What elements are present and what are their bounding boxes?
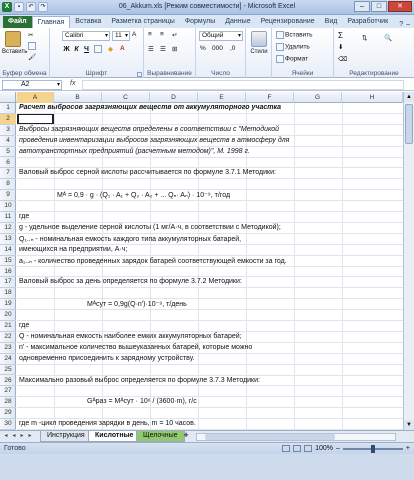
scroll-down-icon[interactable]: ▼: [404, 420, 414, 430]
vertical-scrollbar[interactable]: [403, 92, 414, 430]
column-headers: [0, 92, 403, 103]
formula-input[interactable]: [82, 80, 404, 90]
row-header-23[interactable]: 23: [0, 343, 16, 354]
zoom-controls: [282, 445, 410, 452]
cell-a11-text[interactable]: где: [19, 213, 30, 220]
hscroll-thumb[interactable]: [205, 434, 335, 440]
gridline: [342, 103, 343, 430]
scroll-thumb[interactable]: [405, 104, 413, 144]
gridline: [17, 200, 403, 201]
cell-c28-formula[interactable]: Gᴬраз = Mᴬсут · 10⁶ / (3600·m), г/с: [87, 398, 197, 406]
gridline: [17, 244, 403, 245]
cut-icon[interactable]: ✂: [28, 32, 34, 39]
cell-a14-text[interactable]: имеющихся на предприятии, А·ч;: [19, 245, 128, 253]
row-header-12[interactable]: 12: [0, 223, 16, 234]
align-left-icon[interactable]: ☰: [148, 46, 154, 53]
tab-developer[interactable]: Разработчик: [347, 18, 389, 25]
gridline: [17, 287, 403, 288]
gridline: [17, 353, 403, 354]
gridline: [17, 266, 403, 267]
number-format-select[interactable]: Общий ▾: [199, 31, 243, 41]
row-header-16[interactable]: 16: [0, 267, 16, 278]
number-group-label: Число: [211, 70, 230, 77]
gridline: [17, 233, 403, 234]
tab-page-layout[interactable]: Разметка страницы: [111, 18, 175, 25]
wrap-text-icon[interactable]: ↵: [172, 32, 178, 39]
paste-icon: [5, 31, 21, 47]
clear-icon[interactable]: ⌫: [338, 56, 348, 63]
sheet-tab-acid[interactable]: Кислотные: [88, 431, 140, 442]
autosum-icon[interactable]: Σ: [338, 31, 343, 40]
sheet-tab-alkaline[interactable]: Щелочные: [136, 431, 185, 442]
scroll-up-icon[interactable]: ▲: [404, 92, 414, 102]
name-box[interactable]: A2 ▾: [2, 80, 62, 90]
row-header-9[interactable]: 9: [0, 190, 16, 201]
column-header-a[interactable]: A: [17, 92, 54, 103]
align-top-icon[interactable]: ≡: [148, 31, 152, 38]
gridline: [17, 385, 403, 386]
gridline: [17, 309, 403, 310]
excel-logo-icon: X: [2, 2, 12, 12]
undo-icon[interactable]: ↶: [26, 2, 36, 12]
font-name-select[interactable]: Calibri ▾: [62, 31, 110, 41]
fill-icon[interactable]: ⬇: [338, 44, 344, 51]
underline-button[interactable]: Ч: [84, 46, 89, 53]
editing-group-label: Редактирование: [349, 70, 399, 77]
row-header-10[interactable]: 10: [0, 201, 16, 212]
gridline: [17, 189, 403, 190]
fill-color-icon[interactable]: ◆: [108, 46, 113, 53]
horizontal-scrollbar[interactable]: [196, 433, 396, 441]
delete-cells-label: Удалить: [285, 43, 310, 51]
styles-button[interactable]: [248, 31, 270, 55]
title-bar: [0, 0, 414, 15]
gridline: [17, 331, 403, 332]
window-bottom-edge: [0, 454, 414, 480]
zoom-in-icon[interactable]: +: [405, 445, 410, 452]
cell-a17-text[interactable]: Валовый выброс за день определяется по формуле 3.7.2 Методики:: [19, 278, 242, 286]
clipboard-group-label: Буфер обмена: [2, 70, 47, 77]
delete-cells-button[interactable]: [276, 43, 310, 51]
column-header-e[interactable]: E: [198, 92, 246, 103]
grow-font-icon[interactable]: A: [132, 31, 137, 38]
column-header-d[interactable]: D: [150, 92, 198, 103]
insert-cells-button[interactable]: [276, 31, 313, 39]
minimize-ribbon-icon[interactable]: –: [406, 21, 410, 28]
bold-button[interactable]: Ж: [63, 46, 70, 53]
gridline: [17, 113, 403, 114]
row-headers: [0, 103, 16, 430]
gridline: [17, 418, 403, 419]
cell-a30-text[interactable]: где m -цикл проведения зарядки в день, m = 10 часов.: [19, 420, 196, 428]
prev-sheet-icon[interactable]: ◂: [12, 433, 16, 439]
font-color-icon[interactable]: A: [120, 45, 125, 52]
cell-c19-formula[interactable]: Mᴬсут = 0,9g(Q·n')·10⁻⁹, т/день: [87, 301, 187, 309]
row-header-19[interactable]: 19: [0, 299, 16, 310]
zoom-out-icon[interactable]: –: [336, 445, 340, 452]
gridline: [17, 146, 403, 147]
save-icon[interactable]: ▪: [14, 2, 24, 12]
formula-bar: [0, 79, 414, 91]
cell-a1-title[interactable]: Расчет выбросов загрязняющих веществ от аккумуляторного участка: [19, 104, 282, 111]
font-size-select[interactable]: 11 ▾: [112, 31, 130, 41]
gridline: [17, 124, 403, 125]
row-header-17[interactable]: 17: [0, 277, 16, 288]
minimize-button[interactable]: –: [354, 1, 370, 12]
insert-function-icon[interactable]: fx: [70, 80, 76, 87]
merge-icon[interactable]: ⊞: [172, 46, 178, 53]
row-header-6[interactable]: 6: [0, 158, 16, 169]
insert-cells-label: Вставить: [285, 31, 313, 39]
help-icon[interactable]: ?: [399, 21, 404, 28]
row-header-5[interactable]: 5: [0, 147, 16, 158]
gridline: [17, 157, 403, 158]
number-group: [196, 28, 246, 78]
window-title: 06_Akkum.xls [Режим совместимости] - Microsoft Excel: [118, 3, 296, 10]
decimal-icon[interactable]: ,0: [230, 45, 236, 52]
sheet-tab-instruction[interactable]: Инструкция: [40, 431, 92, 442]
borders-icon[interactable]: [94, 45, 103, 53]
cell-a26-text[interactable]: Максимально разовый выброс определяется по формуле 3.7.3 Методики:: [19, 376, 260, 384]
cell-b9-formula[interactable]: Mᴬ = 0,9 · g · (Q₁ · A₁ + Q₂ · A₂ + ... Qₙ· Aₙ) · 10⁻⁹, т/год: [57, 192, 231, 200]
cell-a12-text[interactable]: g - удельное выделение серной кислоты (1 мг/А·ч, в соответствии с Методикой);: [19, 223, 281, 231]
column-header-h[interactable]: H: [342, 92, 403, 103]
row-header-24[interactable]: 24: [0, 354, 16, 365]
cell-a15-text[interactable]: a₁..ₙ - количество проведенных зарядок батарей соответствующей емкости за год.: [19, 257, 287, 265]
column-header-c[interactable]: C: [102, 92, 150, 103]
alignment-group-label: Выравнивание: [147, 70, 192, 77]
tab-formulas[interactable]: Формулы: [184, 18, 216, 25]
tab-view[interactable]: Вид: [324, 18, 338, 25]
cell-a4-text[interactable]: проведения инвентаризации выбросов загрязняющих веществ в атмосферу для: [19, 136, 290, 144]
tab-insert[interactable]: Вставка: [75, 18, 102, 25]
row-header-28[interactable]: 28: [0, 397, 16, 408]
page-break-view-icon[interactable]: [304, 445, 312, 452]
row-header-22[interactable]: 22: [0, 332, 16, 343]
gridline: [17, 222, 403, 223]
status-bar: [0, 442, 414, 454]
row-header-21[interactable]: 21: [0, 321, 16, 332]
row-header-13[interactable]: 13: [0, 234, 16, 245]
row-header-15[interactable]: 15: [0, 256, 16, 267]
page-layout-view-icon[interactable]: [293, 445, 301, 452]
last-sheet-icon[interactable]: ▸: [28, 433, 32, 439]
alignment-group: [144, 28, 196, 78]
row-header-4[interactable]: 4: [0, 136, 16, 147]
paste-button[interactable]: [2, 31, 28, 55]
gridline: [294, 103, 295, 430]
maximize-button[interactable]: □: [371, 1, 387, 12]
editing-group: [334, 28, 414, 78]
ribbon-right-controls: [399, 21, 414, 28]
gridline: [17, 135, 403, 136]
new-sheet-icon[interactable]: ✚: [183, 433, 189, 439]
row-header-30[interactable]: 30: [0, 419, 16, 430]
ribbon-home: [0, 28, 414, 78]
align-center-icon[interactable]: ☰: [160, 46, 166, 53]
row-header-25[interactable]: 25: [0, 365, 16, 376]
zoom-slider[interactable]: [343, 448, 403, 450]
gridline: [17, 167, 403, 168]
cells-group-label: Ячейки: [291, 70, 314, 77]
format-cells-button[interactable]: [276, 55, 308, 63]
first-sheet-icon[interactable]: ◂: [4, 433, 8, 439]
cell-a13-text[interactable]: Q₁..ₙ - номинальная емкость каждого типа аккумуляторных батарей,: [19, 235, 242, 243]
font-group: [50, 28, 144, 78]
styles-group: [246, 28, 272, 78]
row-header-7[interactable]: 7: [0, 168, 16, 179]
tab-review[interactable]: Рецензирование: [260, 18, 315, 25]
cell-a23-text[interactable]: n' - максимальное количество вышеуказанных батарей, которые можно: [19, 343, 253, 351]
column-header-f[interactable]: F: [246, 92, 294, 103]
row-header-26[interactable]: 26: [0, 376, 16, 387]
cell-a7-text[interactable]: Валовый выброс серной кислоты рассчитывается по формуле 3.7.1 Методики:: [19, 169, 276, 177]
row-header-2[interactable]: 2: [0, 114, 16, 125]
row-header-27[interactable]: 27: [0, 386, 16, 397]
sheet-tab-bar: [0, 430, 414, 442]
tab-home[interactable]: Главная: [32, 16, 71, 28]
column-header-b[interactable]: B: [54, 92, 102, 103]
row-header-18[interactable]: 18: [0, 288, 16, 299]
gridline: [17, 364, 403, 365]
gridline: [17, 342, 403, 343]
cells-group: [272, 28, 334, 78]
copy-icon[interactable]: [28, 42, 37, 50]
row-header-29[interactable]: 29: [0, 408, 16, 419]
gridline: [17, 407, 403, 408]
gridline: [17, 211, 403, 212]
window-controls: [354, 1, 412, 12]
gridline: [17, 255, 403, 256]
sort-filter-icon[interactable]: ⇅: [362, 35, 368, 42]
row-header-11[interactable]: 11: [0, 212, 16, 223]
gridline: [17, 396, 403, 397]
row-header-8[interactable]: 8: [0, 179, 16, 190]
row-header-20[interactable]: 20: [0, 310, 16, 321]
font-dialog-launcher[interactable]: [137, 72, 142, 77]
row-header-3[interactable]: 3: [0, 125, 16, 136]
font-group-label: Шрифт: [85, 70, 108, 77]
gridline: [17, 320, 403, 321]
next-sheet-icon[interactable]: ▸: [20, 433, 24, 439]
normal-view-icon[interactable]: [282, 445, 290, 452]
gridline: [17, 298, 403, 299]
gridline: [17, 375, 403, 376]
column-header-g[interactable]: G: [294, 92, 342, 103]
zoom-level[interactable]: 100%: [315, 445, 333, 452]
clipboard-group: [0, 28, 50, 78]
status-ready: Готово: [4, 445, 26, 452]
format-cells-label: Формат: [285, 55, 309, 63]
cell-a24-text[interactable]: одновременно присоединить к зарядному устройству.: [19, 354, 195, 362]
spreadsheet-grid[interactable]: [0, 92, 403, 430]
cell-a3-text[interactable]: Выбросы загрязняющих веществ определены в соответствии с "Методикой: [19, 125, 280, 133]
styles-label: Стили: [250, 49, 268, 55]
cell-a22-text[interactable]: Q - номинальная емкость наиболее емких аккумуляторных батарей;: [19, 332, 242, 340]
ribbon-tabs: [0, 15, 414, 28]
find-select-icon[interactable]: 🔍: [384, 35, 393, 42]
select-all-corner[interactable]: [0, 92, 16, 103]
tab-file[interactable]: Файл: [3, 16, 32, 28]
close-button[interactable]: ✕: [388, 1, 412, 12]
styles-icon: [251, 31, 267, 47]
zoom-knob[interactable]: [371, 445, 375, 453]
italic-button[interactable]: К: [74, 46, 79, 53]
cell-a5-text[interactable]: автотранспортных предприятий (расчетным методом)", М. 1998 г.: [19, 147, 250, 155]
currency-icon[interactable]: %: [200, 45, 206, 52]
tab-data[interactable]: Данные: [225, 18, 251, 25]
paste-label: Вставить: [2, 49, 28, 55]
row-header-14[interactable]: 14: [0, 245, 16, 256]
gridline: [17, 178, 403, 179]
align-middle-icon[interactable]: ≡: [160, 31, 164, 38]
percent-icon[interactable]: 000: [212, 45, 223, 52]
cell-a21-text[interactable]: где: [19, 322, 30, 329]
gridline: [17, 276, 403, 277]
row-header-1[interactable]: 1: [0, 103, 16, 114]
redo-icon[interactable]: ↷: [38, 2, 48, 12]
format-painter-icon[interactable]: 🖌: [28, 54, 37, 61]
